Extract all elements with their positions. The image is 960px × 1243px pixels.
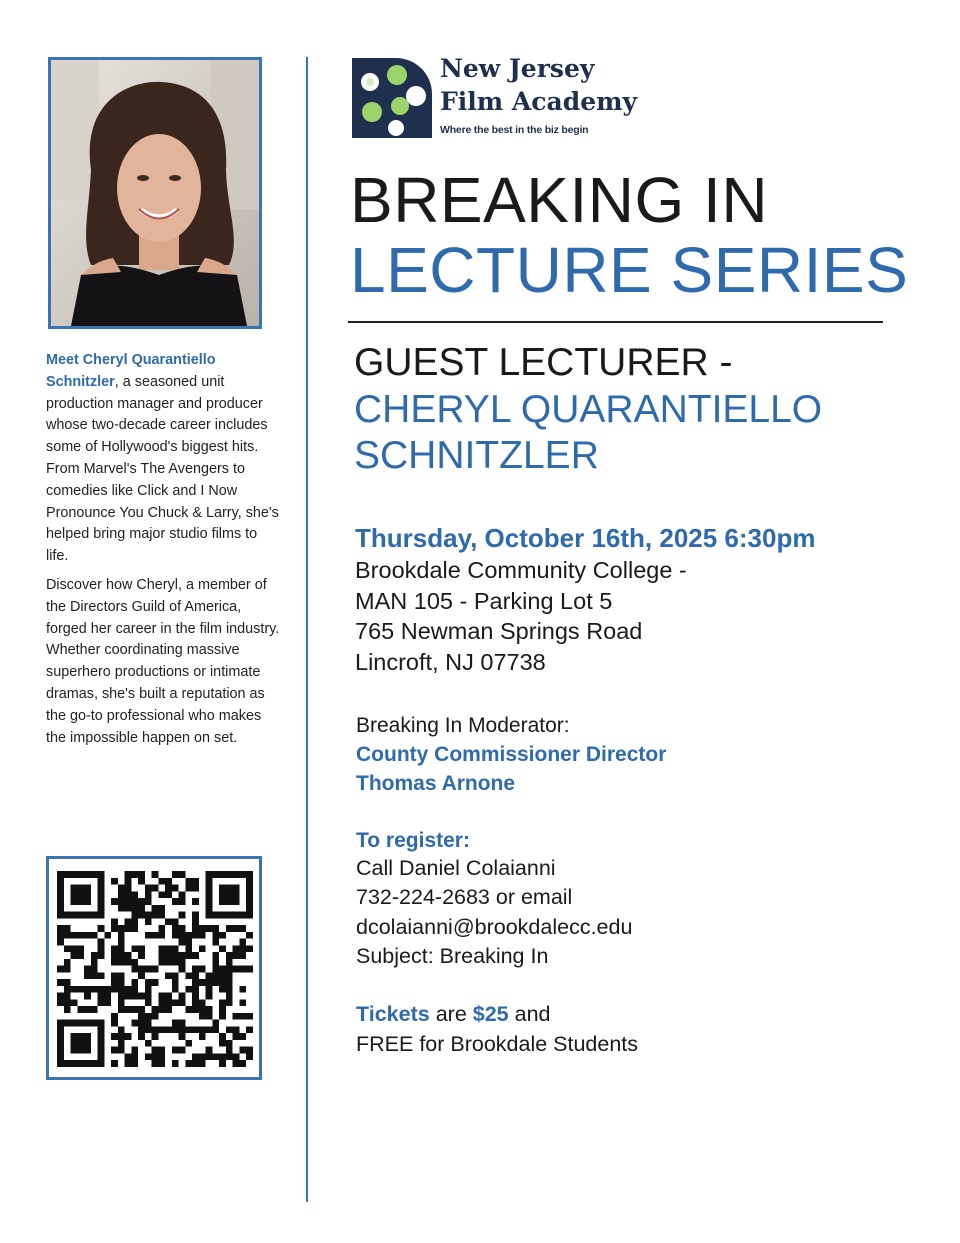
moderator-name: Thomas Arnone <box>356 772 516 795</box>
moderator-label: Breaking In Moderator: <box>356 714 570 737</box>
logo-tagline: Where the best in the biz begin <box>440 124 589 136</box>
register-line: 732-224-2683 or email <box>356 885 573 910</box>
speaker-portrait-image <box>51 60 259 326</box>
event-address <box>355 555 687 677</box>
tickets-line-1 <box>356 1000 638 1030</box>
guest-name <box>354 387 894 479</box>
guest-name-line-1: CHERYL QUARANTIELLO <box>354 388 823 431</box>
logo <box>352 58 432 143</box>
bio-paragraph-1 <box>46 350 282 568</box>
headline-rule <box>348 321 883 323</box>
logo-line-1: New Jersey <box>440 54 595 83</box>
headline-line-2: LECTURE SERIES <box>350 234 909 306</box>
ticket-price: $25 <box>472 1002 509 1026</box>
register-details <box>356 854 632 971</box>
column-divider <box>306 57 308 1202</box>
guest-label: GUEST LECTURER - <box>354 341 733 384</box>
event-datetime: Thursday, October 16th, 2025 6:30pm <box>355 523 816 553</box>
bio-speaker-name: Meet Cheryl Quarantiello Schnitzler <box>46 352 216 390</box>
logo-line-2: Film Academy <box>440 87 638 116</box>
register-label: To register: <box>356 829 470 852</box>
address-line: MAN 105 - Parking Lot 5 <box>355 587 613 614</box>
moderator-title: County Commissioner Director <box>356 743 667 766</box>
tickets-word: Tickets <box>356 1002 430 1026</box>
film-reel-icon <box>352 58 432 138</box>
bio-paragraph-1-text: , a seasoned unit production manager and producer whose two-decade career includes some of Hollywood's biggest hits. From Marvel's The Avengers to comedies like Click and I Now Pronounce You Chuck & Larry, she's helped bring major studio films to life. <box>46 373 279 565</box>
register-line: Call Daniel Colaianni <box>356 856 556 880</box>
address-line: Brookdale Community College - <box>355 557 687 583</box>
address-line: Lincroft, NJ 07738 <box>355 648 546 675</box>
headline-line-1: BREAKING IN <box>350 164 769 236</box>
logo-wordmark <box>440 52 637 118</box>
tickets-line-2: FREE for Brookdale Students <box>356 1031 639 1056</box>
address-line: 765 Newman Springs Road <box>355 618 643 644</box>
tickets-and: and <box>514 1002 551 1026</box>
bio-paragraph-2: Discover how Cheryl, a member of the Directors Guild of America, forged her career in the film industry. Whether coordinating massive superhero productions or intimate dramas, she's built a reputation as the go-to professional who makes the impossible happen on set. <box>46 576 280 746</box>
speaker-bio <box>46 350 282 756</box>
qr-code[interactable] <box>46 856 262 1080</box>
speaker-photo <box>48 57 262 329</box>
register-email-link[interactable]: dcolaianni@brookdalecc.edu <box>356 914 633 939</box>
qr-code-icon <box>57 871 253 1067</box>
tickets-info <box>356 1000 638 1059</box>
tickets-are: are <box>435 1002 467 1026</box>
register-line: Subject: Breaking In <box>356 943 549 968</box>
moderator-info <box>356 740 666 798</box>
guest-name-line-2: SCHNITZLER <box>354 434 599 477</box>
